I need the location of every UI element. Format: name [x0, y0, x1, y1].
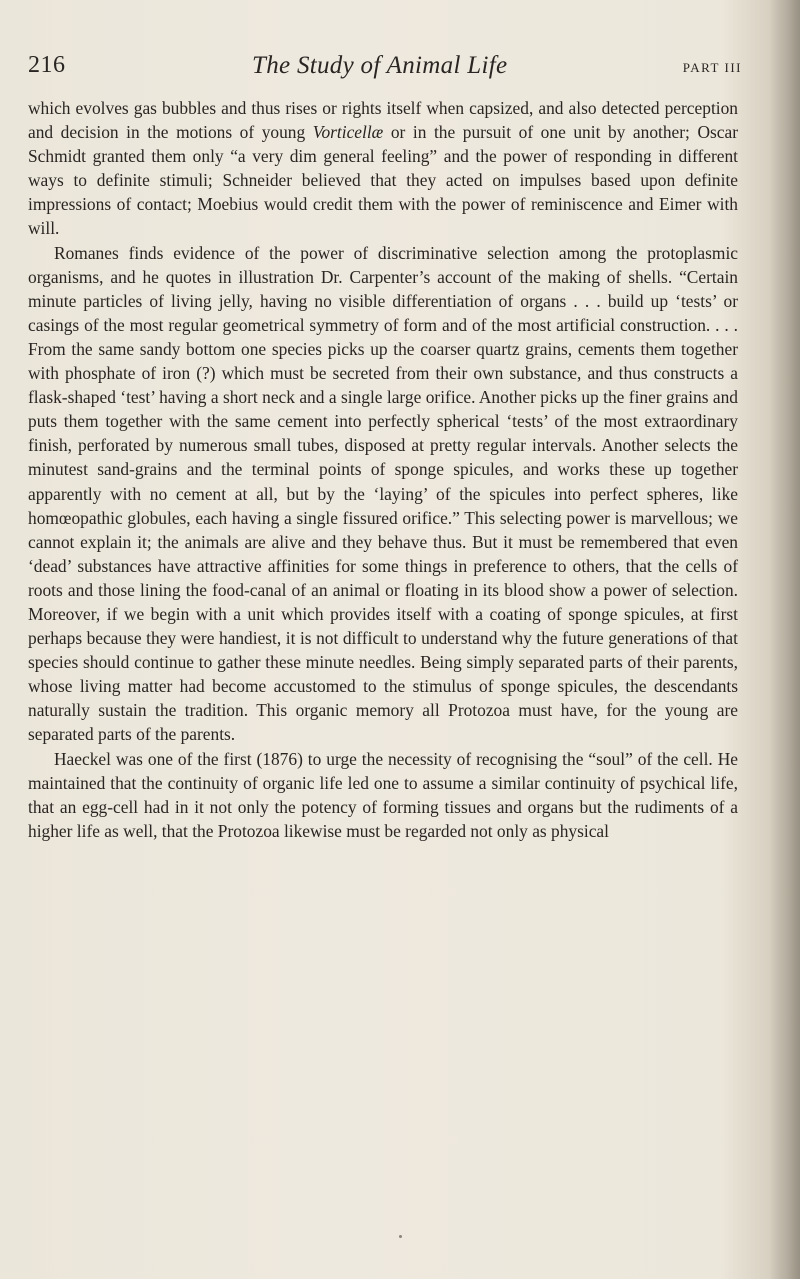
running-header	[28, 52, 742, 92]
paragraph-2: Romanes finds evidence of the power of discriminative selection among the protoplasmic organisms, and he quotes in illustration Dr. Carpenter’s account of the making of shells. “Certain minute particles of living jelly, having no visible differentiation of organs . . . build up ‘tests’ or casings of the most regular geometrical symmetry of form and of the most artificial construction. . . . From the same sandy bottom one species picks up the coarser quartz grains, cements them together with phosphate of iron (?) which must be secreted from their own substance, and thus constructs a flask-shaped ‘test’ having a short neck and a single large orifice. Another picks up the finer grains and puts them together with the same cement into perfectly spherical ‘tests’ of the most extraordinary finish, perforated by numerous small tubes, disposed at pretty regular intervals. Another selects the minutest sand-grains and the terminal points of sponge spicules, and works these up together apparently with no cement at all, but by the ‘laying’ of the spicules into perfect spheres, like homœopathic globules, each having a single fissured orifice.” This selecting power is marvellous; we cannot explain it; the animals are alive and they behave thus. But it must be remembered that even ‘dead’ substances have attractive affinities for some things in preference to others, that the cells of roots and those lining the food-canal of an animal or floating in its blood show a power of selection. Moreover, if we begin with a unit which provides itself with a coating of sponge spicules, at first perhaps because they were handiest, it is not difficult to understand why the future generations of that species should continue to gather these minute needles. Being simply separated parts of their parents, whose living matter had become accustomed to the stimulus of sponge spicules, the descendants naturally sustain the tradition. This organic memory all Protozoa must have, for the young are separated parts of the parents.	[28, 242, 738, 745]
page-gutter-shadow	[770, 0, 800, 1279]
body-text	[28, 96, 738, 843]
part-label: PART III	[682, 60, 742, 75]
species-name-vorticellae: Vorticellæ	[312, 122, 384, 143]
paragraph-3: Haeckel was one of the first (1876) to urge the necessity of recognising the “soul” of the cell. He maintained that the continuity of organic life led one to assume a similar continuity of psychical life, that an egg-cell had in it not only the potency of forming tissues and organs but the rudiments of a higher life as well, that the Protozoa likewise must be regarded not only as physical	[28, 748, 738, 841]
page-number: 216	[28, 52, 66, 78]
paragraph-1: which evolves gas bubbles and thus rises or rights itself when capsized, and also detected perception and decision in the motions of young Vorticellæ or in the pursuit of one unit by another; Oscar Schmidt granted them only “a very dim general feeling” and the power of responding in different ways to definite stimuli; Schneider believed that they acted on impulses based upon definite impressions of contact; Moebius would credit them with the power of reminiscence and Eimer with will.	[28, 98, 738, 239]
paper-speck	[399, 1235, 402, 1238]
running-title: The Study of Animal Life	[252, 52, 508, 79]
